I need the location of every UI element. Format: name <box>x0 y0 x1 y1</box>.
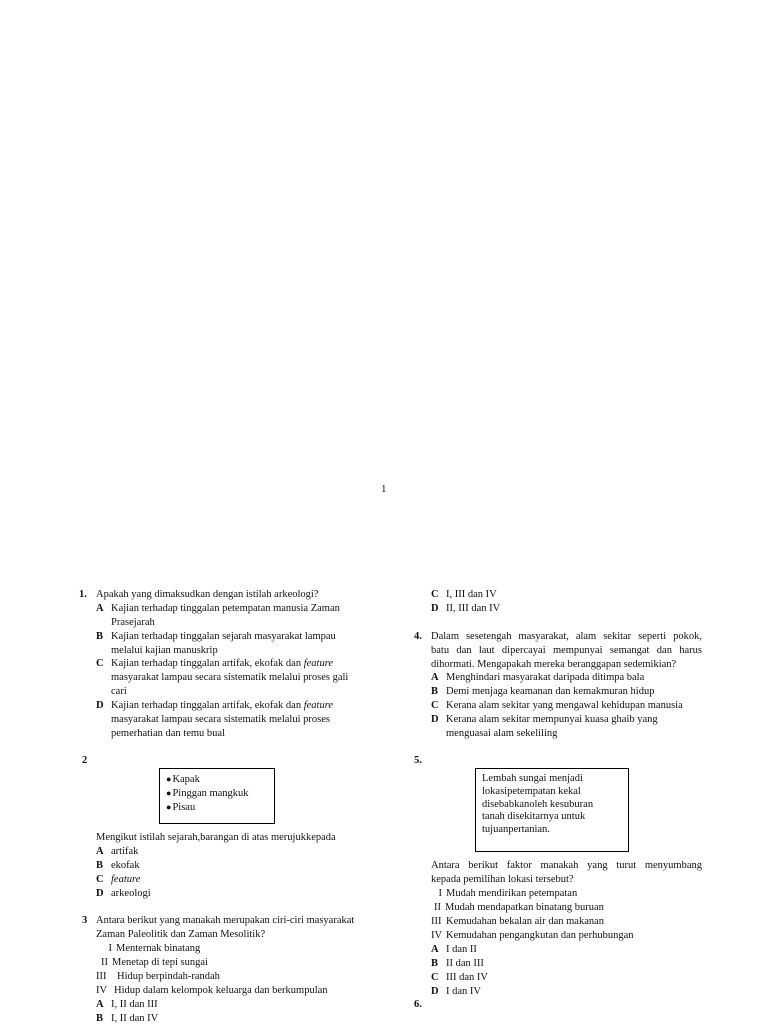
roman-numeral: II <box>101 957 108 968</box>
option-key: C <box>431 972 439 983</box>
option-a <box>96 845 138 859</box>
question-text <box>431 859 702 887</box>
option-line <box>111 699 376 713</box>
option-b <box>431 685 654 699</box>
option-c <box>431 588 497 602</box>
box-item <box>166 773 268 787</box>
question-text-line: batu dan laut dipercayai mempunyai semangat dan harus <box>431 644 702 656</box>
page-number: 1 <box>381 483 387 495</box>
bullet-icon: ● <box>166 787 172 798</box>
option-line: menguasai alam sekeliling <box>446 727 558 739</box>
statement-text: Kemudahan pengangkutan dan perhubungan <box>446 930 634 941</box>
question-number: 1. <box>79 589 87 600</box>
option-a <box>96 602 376 630</box>
statement-text: Menetap di tepi sungai <box>112 957 208 968</box>
option-text: ekofak <box>111 860 140 871</box>
option-key: C <box>431 589 439 600</box>
option-text-italic: feature <box>303 658 334 669</box>
option-b <box>96 630 376 658</box>
option-c <box>96 657 376 698</box>
option-line: Kajian terhadap tinggalan petempatan manusia Zaman <box>111 603 340 614</box>
option-c <box>431 971 488 985</box>
option-key: A <box>96 603 104 614</box>
option-key: B <box>431 686 439 697</box>
option-c <box>431 699 683 713</box>
box-item-text: Pisau <box>172 801 196 813</box>
option-key: B <box>96 631 104 642</box>
option-d <box>96 887 151 901</box>
question-number: 5. <box>414 755 422 766</box>
option-text: artifak <box>111 846 139 857</box>
option-key: C <box>96 658 104 669</box>
option-key: B <box>96 1013 104 1024</box>
roman-numeral: III <box>431 916 442 927</box>
option-key: B <box>96 860 104 871</box>
statement-text: Menternak binatang <box>116 943 201 954</box>
roman-numeral: IV <box>96 985 108 996</box>
question-text-line: dihormati. Mengapakah mereka beranggapan sedemikian? <box>431 658 677 670</box>
option-text: I, II dan IV <box>111 1013 159 1024</box>
roman-numeral: III <box>96 971 107 982</box>
option-a <box>96 998 158 1012</box>
bullet-icon: ● <box>166 801 172 812</box>
option-line: melalui kajian manuskrip <box>111 644 218 656</box>
option-text: arkeologi <box>111 888 151 899</box>
option-text: Kajian terhadap tinggalan artifak, ekofak dan <box>111 700 304 711</box>
bullet-icon: ● <box>166 774 172 784</box>
statement-text: Hidup dalam kelompok keluarga dan berkumpulan <box>114 985 328 996</box>
box-line: tanah disekitarnya untuk <box>482 811 586 823</box>
question-text-line: Zaman Paleolitik dan Zaman Mesolitik? <box>96 929 266 940</box>
option-key: B <box>431 958 439 969</box>
roman-numeral: I <box>438 888 442 899</box>
question-text <box>431 630 702 671</box>
option-line <box>111 657 376 671</box>
item-box <box>159 768 275 824</box>
option-key: D <box>96 700 104 711</box>
option-d <box>431 713 658 741</box>
statement-ii <box>96 956 208 970</box>
question-text-line: kepada pemilihan lokasi tersebut? <box>431 873 574 885</box>
option-key: D <box>431 603 439 614</box>
roman-numeral: IV <box>431 930 443 941</box>
option-line: pemerhatian dan temu bual <box>111 727 225 739</box>
option-b <box>431 957 484 971</box>
statement-text: Mudah mendirikan petempatan <box>446 888 578 899</box>
option-text: I dan II <box>446 944 477 955</box>
statement-iv <box>431 929 633 943</box>
box-line: Lembah sungai menjadi <box>482 773 583 784</box>
question-text-line: Dalam sesetengah masyarakat, alam sekitar seperti pokok, <box>431 631 702 642</box>
option-line: Kerana alam sekitar yang mengawal kehidupan manusia <box>446 700 683 711</box>
option-key: A <box>96 999 104 1010</box>
option-key: D <box>431 714 439 725</box>
box-item-text: Pinggan mangkuk <box>172 787 249 799</box>
option-line: Kerana alam sekitar mempunyai kuasa ghaib yang <box>446 714 658 725</box>
option-line: cari <box>111 685 127 697</box>
option-d <box>431 602 500 616</box>
option-text-italic: feature <box>111 874 141 885</box>
question-number: 4. <box>414 631 422 642</box>
statement-text: Hidup berpindah-randah <box>117 971 220 982</box>
option-text-italic: feature <box>303 700 334 711</box>
question-text: Apakah yang dimaksudkan dengan istilah arkeologi? <box>96 589 319 600</box>
option-line: Kajian terhadap tinggalan sejarah masyarakat lampau <box>111 631 336 642</box>
statement-text: Kemudahan bekalan air dan makanan <box>446 916 605 927</box>
option-line: Demi menjaga keamanan dan kemakmuran hidup <box>446 686 655 697</box>
option-d <box>96 699 376 740</box>
option-key: A <box>431 672 439 683</box>
option-text: II, III dan IV <box>446 603 501 614</box>
question-number: 3 <box>82 915 88 926</box>
question-text: Mengikut istilah sejarah,barangan di atas merujukkepada <box>96 832 336 843</box>
option-key: D <box>96 888 104 899</box>
option-text: III dan IV <box>446 972 488 983</box>
statement-text: Mudah mendapatkan binatang buruan <box>445 902 604 913</box>
box-item <box>166 801 268 815</box>
option-key: C <box>96 874 104 885</box>
statement-iii <box>96 970 220 984</box>
option-key: C <box>431 700 439 711</box>
option-text: Kajian terhadap tinggalan artifak, ekofak dan <box>111 658 304 669</box>
statement-iii <box>431 915 604 929</box>
roman-numeral: I <box>108 943 112 954</box>
option-text: I dan IV <box>446 986 481 997</box>
option-text: I, III dan IV <box>446 589 497 600</box>
box-item <box>166 787 268 801</box>
option-text: II dan III <box>446 958 484 969</box>
option-b <box>96 859 140 873</box>
option-c <box>96 873 140 887</box>
option-text: I, II dan III <box>111 999 158 1010</box>
stimulus-box <box>475 768 629 852</box>
question-text-line: Antara berikut faktor manakah yang turut menyumbang <box>431 860 702 871</box>
statement-i <box>96 942 200 956</box>
option-line: masyarakat lampau secara sistematik melalui proses <box>111 713 330 725</box>
statement-ii <box>431 901 604 915</box>
question-text-line: Antara berikut yang manakah merupakan ciri-ciri masyarakat <box>96 915 355 926</box>
statement-i <box>431 887 577 901</box>
option-key: D <box>431 986 439 997</box>
box-line: disebabkanoleh kesuburan <box>482 798 594 810</box>
box-line: tujuanpertanian. <box>482 824 550 836</box>
question-6-number: 6. <box>414 999 422 1010</box>
box-line: lokasipetempatan kekal <box>482 785 581 797</box>
option-a <box>431 671 644 685</box>
option-a <box>431 943 477 957</box>
statement-iv <box>96 984 328 998</box>
option-line: Menghindari masyarakat daripada ditimpa bala <box>446 672 645 683</box>
option-d <box>431 985 481 999</box>
option-key: A <box>431 944 439 955</box>
option-key: A <box>96 846 104 857</box>
option-line: masyarakat lampau secara sistematik melalui proses gali <box>111 671 349 683</box>
roman-numeral: II <box>434 902 441 913</box>
box-item-text: Kapak <box>172 774 200 785</box>
option-line: Prasejarah <box>111 616 155 628</box>
question-number: 2 <box>82 755 88 766</box>
